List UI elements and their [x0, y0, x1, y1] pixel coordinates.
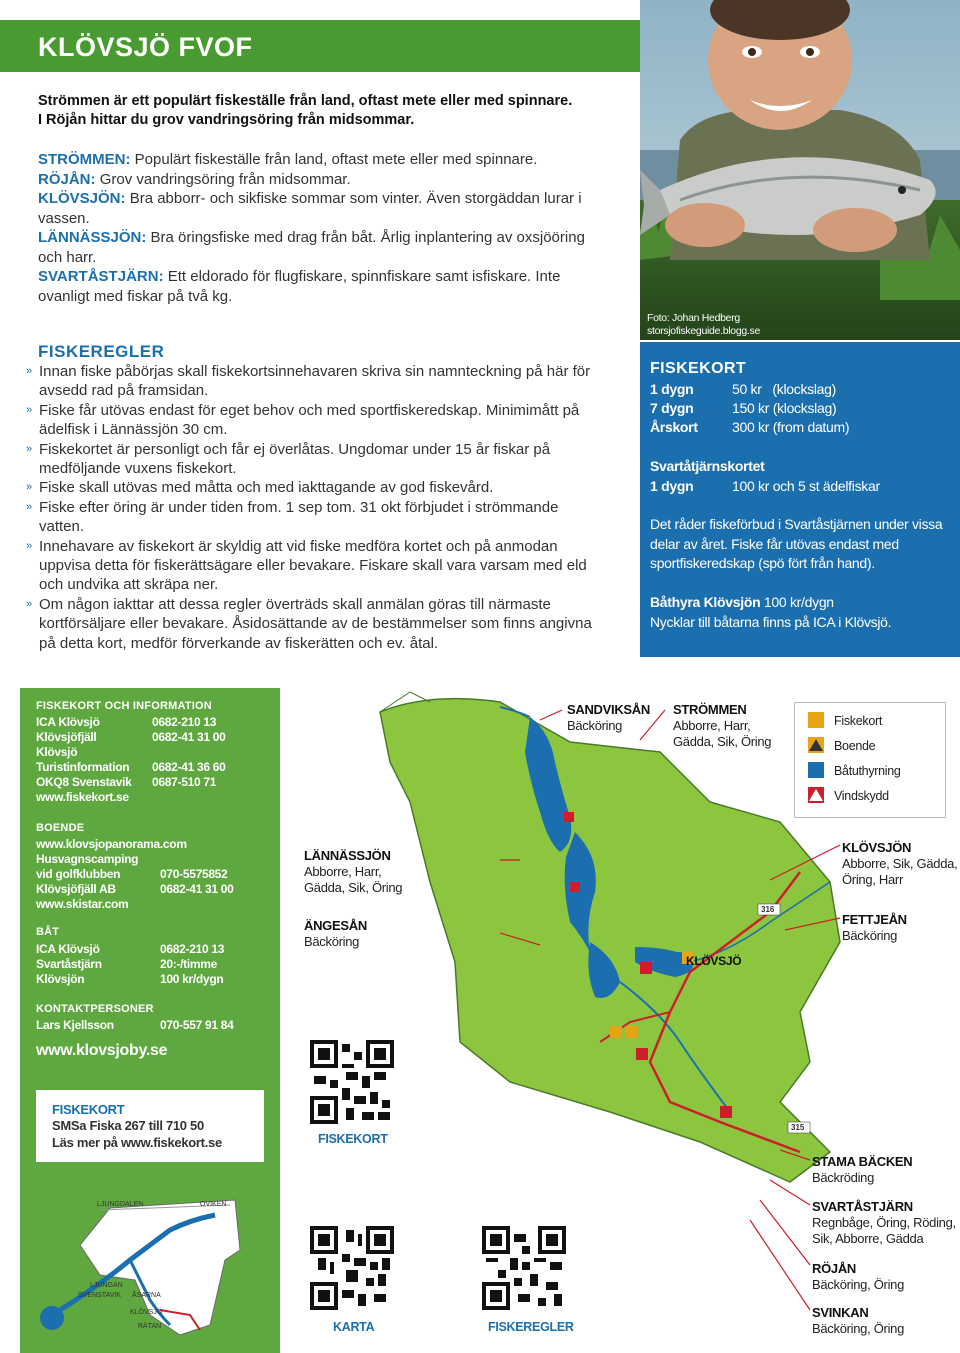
- qr-code-fiskeregler[interactable]: [482, 1226, 566, 1310]
- legend-label: Båtuthyrning: [834, 764, 901, 778]
- spot-name: STRÖMMEN: [673, 702, 747, 717]
- price-row: [650, 419, 849, 435]
- bullet-icon: »: [26, 442, 33, 455]
- qr-label: KARTA: [333, 1320, 375, 1334]
- spot-text: Populärt fiskeställe från land, oftast mete eller med spinnare.: [134, 151, 538, 168]
- spot-name: SVINKAN: [812, 1305, 869, 1320]
- spot-item: [38, 267, 598, 306]
- rules-list: [26, 362, 606, 653]
- map-label: [304, 848, 402, 896]
- boat-label: Båthyra Klövsjön: [650, 594, 761, 610]
- page-title: KLÖVSJÖ FVOF: [38, 32, 253, 62]
- price-period: 1 dygn: [650, 381, 694, 397]
- price-value: 300 kr (from datum): [732, 419, 850, 435]
- info-key: Klövsjöfjäll AB: [36, 882, 116, 896]
- fish-species: Bäcköring, Öring: [812, 1277, 905, 1292]
- info-value: 0687-510 71: [152, 775, 217, 789]
- info-row: [36, 1018, 234, 1032]
- rules-title: FISKEREGLER: [38, 342, 165, 361]
- info-key: Turistinformation: [36, 760, 130, 774]
- fishing-spots: [38, 150, 598, 306]
- boat-price-value: 100 kr/dygn: [760, 594, 834, 610]
- spot-name: KLÖVSJÖN: [842, 840, 912, 855]
- spot-name: FETTJEÅN: [842, 912, 907, 927]
- price-period: 1 dygn: [650, 478, 694, 494]
- minimap-label: SVENSTAVIK: [78, 1292, 121, 1299]
- fish-species: Bäcköring: [842, 928, 898, 943]
- info-key: Husvagnscamping: [36, 852, 139, 866]
- rule-text: Innan fiske påbörjas skall fiskekortsinnehavaren skriva sin namnteckning på här för avsedd rad på framsidan.: [39, 363, 591, 400]
- fish-species: Gädda, Sik, Öring: [304, 880, 403, 895]
- photo-credit-line: storsjofiskeguide.blogg.se: [647, 325, 761, 337]
- fish-species: Abborre, Harr,: [673, 718, 751, 733]
- price-value: 150 kr (klockslag): [732, 400, 837, 416]
- info-section-title: BÅT: [36, 926, 60, 938]
- fish-species: Abborre, Harr,: [304, 864, 382, 879]
- rule-item: [26, 440, 606, 479]
- fish-species: Gädda, Sik, Öring: [673, 734, 772, 749]
- info-key: Klövsjön: [36, 972, 85, 986]
- rule-text: Innehavare av fiskekort är skyldig att vid fiske medföra kortet och på anmodan uppvisa detta för fiskerättsägare eller bevakare. Fiskare skall vara varsam med eld och undvika att skräpa ner.: [39, 537, 587, 594]
- fish-species: Bäcköring: [304, 934, 360, 949]
- info-key: OKQ8 Svenstavik: [36, 775, 132, 789]
- info-row[interactable]: [36, 790, 129, 804]
- info-key: ICA Klövsjö: [36, 942, 100, 956]
- intro-line: Strömmen är ett populärt fiskeställe från land, oftast mete eller med spinnare.: [38, 93, 573, 109]
- map-label: [304, 918, 367, 950]
- fish-species: Sik, Abborre, Gädda: [812, 1231, 924, 1246]
- price-period: Årskort: [650, 419, 698, 435]
- spot-item: [38, 150, 598, 170]
- legend-label: Vindskydd: [834, 789, 889, 803]
- spot-name: LÄNNÄSSJÖN:: [38, 229, 147, 246]
- info-row: [36, 745, 152, 759]
- price-row: [650, 478, 880, 494]
- spot-text: Bra öringsfiske med drag från båt. Årlig inplantering av oxsjööring och harr.: [38, 229, 585, 266]
- bullet-icon: »: [26, 539, 33, 552]
- info-value: 0682-41 36 60: [152, 760, 226, 774]
- boat-price: [650, 593, 950, 613]
- road-number: 315: [791, 1123, 805, 1132]
- minimap-label: KLÖVSJÖ: [130, 1309, 163, 1316]
- rule-item: [26, 498, 606, 537]
- legend-label: Boende: [834, 739, 876, 753]
- info-link[interactable]: www.fiskekort.se: [36, 790, 129, 804]
- price-value: 100 kr och 5 st ädelfiskar: [732, 478, 880, 494]
- rule-item: [26, 401, 606, 440]
- sms-line: SMSa Fiska 267 till 710 50: [52, 1118, 204, 1133]
- info-value: 0682-210 13: [160, 942, 225, 956]
- minimap-label: RÄTAN: [138, 1323, 162, 1330]
- info-key: Klövsjöfjäll: [36, 730, 97, 744]
- rule-text: Fiske skall utövas med måtta och med iakttagande av god fiskevård.: [39, 479, 494, 497]
- info-key: Svartåstjärn: [36, 957, 102, 971]
- fishing-license-icon: [808, 712, 824, 728]
- info-value: 0682-210 13: [152, 715, 217, 729]
- fish-species: Bäcköring: [567, 718, 623, 733]
- fiskekort-title: FISKEKORT: [650, 360, 747, 377]
- spot-text: Bra abborr- och sikfiske sommar som vinter. Även storgäddan lurar i vassen.: [38, 190, 582, 227]
- info-row: [36, 867, 227, 881]
- qr-label: FISKEREGLER: [488, 1320, 574, 1334]
- info-key: Lars Kjellsson: [36, 1018, 114, 1032]
- info-row: [36, 972, 223, 986]
- info-value: 0682-41 31 00: [152, 730, 226, 744]
- rule-text: Fiske får utövas endast för eget behov och med sportfiskeredskap. Minimimått på ädelfisk i Lännässjön 30 cm.: [39, 401, 580, 439]
- info-row: [36, 852, 160, 866]
- rule-text: Om någon iakttar att dessa regler överträds skall anmälan göras till närmaste kortförsäljare eller bevakare. Åsidosättande av de bestämmelser som finns angivna på detta kort, medför förverkande av fiskerätten och ev. åtal.: [39, 595, 592, 652]
- sms-title: FISKEKORT: [52, 1102, 125, 1117]
- spot-name: STAMA BÄCKEN: [812, 1154, 913, 1169]
- spot-name: SVARTÅSTJÄRN:: [38, 268, 164, 285]
- lodging-icon: [808, 737, 824, 753]
- spot-name: KLÖVSJÖN:: [38, 190, 126, 207]
- info-row[interactable]: [36, 837, 187, 851]
- town-label: KLÖVSJÖ: [686, 954, 742, 968]
- info-row: [36, 942, 224, 956]
- qr-label: FISKEKORT: [318, 1132, 388, 1146]
- info-row: [36, 715, 216, 729]
- spot-text: Grov vandringsöring från midsommar.: [99, 170, 351, 188]
- info-value: 20:-/timme: [160, 957, 218, 971]
- info-section-title: BOENDE: [36, 822, 85, 834]
- fish-species: Bäckröding: [812, 1170, 875, 1185]
- spot-name: LÄNNÄSSJÖN: [304, 848, 391, 863]
- fish-species: Bäcköring, Öring: [812, 1321, 905, 1336]
- info-row: [36, 760, 226, 774]
- fishing-ban-note: Det råder fiskeförbud i Svartåstjärnen under vissa delar av året. Fiske får utövas endast med sportfiskeredskap (spö fört från hand).: [650, 516, 943, 571]
- price-row: [650, 381, 836, 397]
- website-link[interactable]: www.klovsjoby.se: [36, 1042, 168, 1059]
- rule-text: Fiskekortet är personligt och får ej överlåtas. Ungdomar under 15 år fiskar på medföljande vuxens fiskekort.: [39, 440, 551, 478]
- minimap-label: LJUNGDALEN: [97, 1201, 144, 1208]
- info-value: 0682-41 31 00: [160, 882, 234, 896]
- region-minimap: [40, 1190, 260, 1340]
- intro-line: I Röjån hittar du grov vandringsöring från midsommar.: [38, 112, 415, 128]
- info-link[interactable]: www.klovsjopanorama.com: [36, 837, 187, 851]
- spot-name: STRÖMMEN:: [38, 151, 131, 168]
- spot-name: RÖJÅN:: [38, 170, 96, 188]
- spot-name: RÖJÅN: [812, 1261, 857, 1276]
- minimap-label: ÅSARNA: [132, 1292, 161, 1299]
- angler-photo: [640, 0, 960, 340]
- boat-rental-info: [650, 593, 950, 632]
- minimap-label: LJUNGAN: [90, 1282, 123, 1289]
- fish-species: Öring, Harr: [842, 872, 903, 887]
- info-key: Klövsjö: [36, 745, 78, 759]
- info-row: [36, 882, 234, 896]
- price-row: [650, 400, 836, 416]
- sms-line[interactable]: Läs mer på www.fiskekort.se: [52, 1135, 222, 1150]
- info-section-title: KONTAKTPERSONER: [36, 1003, 154, 1015]
- info-key: vid golfklubben: [36, 867, 121, 881]
- spot-name: SVARTÅSTJÄRN: [812, 1199, 913, 1214]
- price-value: 50 kr (klockslag): [732, 381, 836, 397]
- spot-name: ÄNGESÅN: [304, 918, 367, 933]
- bullet-icon: »: [26, 481, 33, 494]
- info-row[interactable]: [36, 897, 128, 911]
- info-row: [36, 775, 216, 789]
- bullet-icon: »: [26, 365, 33, 377]
- spot-name: SANDVIKSÅN: [567, 702, 650, 717]
- price-period: 7 dygn: [650, 400, 694, 416]
- info-row: [36, 957, 217, 971]
- photo-credit: [647, 312, 760, 338]
- info-row: [36, 730, 226, 744]
- legend-label: Fiskekort: [834, 714, 883, 728]
- bullet-icon: »: [26, 500, 33, 513]
- spot-item: [38, 170, 598, 190]
- fish-species: Abborre, Sik, Gädda,: [842, 856, 958, 871]
- rule-item: [26, 362, 606, 401]
- photo-credit-line: Foto: Johan Hedberg: [647, 312, 740, 324]
- info-value: 100 kr/dygn: [160, 972, 224, 986]
- rule-item: [26, 478, 606, 497]
- qr-code-karta[interactable]: [310, 1226, 394, 1310]
- boat-keys: Nycklar till båtarna finns på ICA i Klövsjö.: [650, 613, 892, 630]
- spot-item: [38, 189, 598, 228]
- qr-code-fiskekort[interactable]: [310, 1040, 394, 1124]
- spot-item: [38, 228, 598, 267]
- info-value: 070-5575852: [160, 867, 228, 881]
- bullet-icon: »: [26, 403, 33, 416]
- info-key: ICA Klövsjö: [36, 715, 100, 729]
- rule-item: [26, 595, 606, 653]
- info-section-title: FISKEKORT OCH INFORMATION: [36, 700, 212, 712]
- svart-card-title: Svartåtjärnskortet: [650, 458, 765, 474]
- fish-species: Regnbåge, Öring, Röding,: [812, 1215, 956, 1230]
- intro-text: [38, 92, 598, 130]
- minimap-label: OVIKEN: [200, 1201, 227, 1208]
- spot-text: Ett eldorado för flugfiskare, spinnfiskare samt isfiskare. Inte ovanligt med fiskar på två kg.: [38, 268, 561, 305]
- bullet-icon: »: [26, 597, 33, 610]
- road-number: 316: [761, 905, 775, 914]
- rule-item: [26, 537, 606, 595]
- info-link[interactable]: www.skistar.com: [36, 897, 129, 911]
- shelter-icon: [808, 787, 824, 803]
- boat-rental-icon: [808, 762, 824, 778]
- info-value: 070-557 91 84: [160, 1018, 234, 1032]
- rule-text: Fiske efter öring är under tiden from. 1 sep tom. 31 okt förbjudet i strömmande vatten.: [39, 498, 559, 536]
